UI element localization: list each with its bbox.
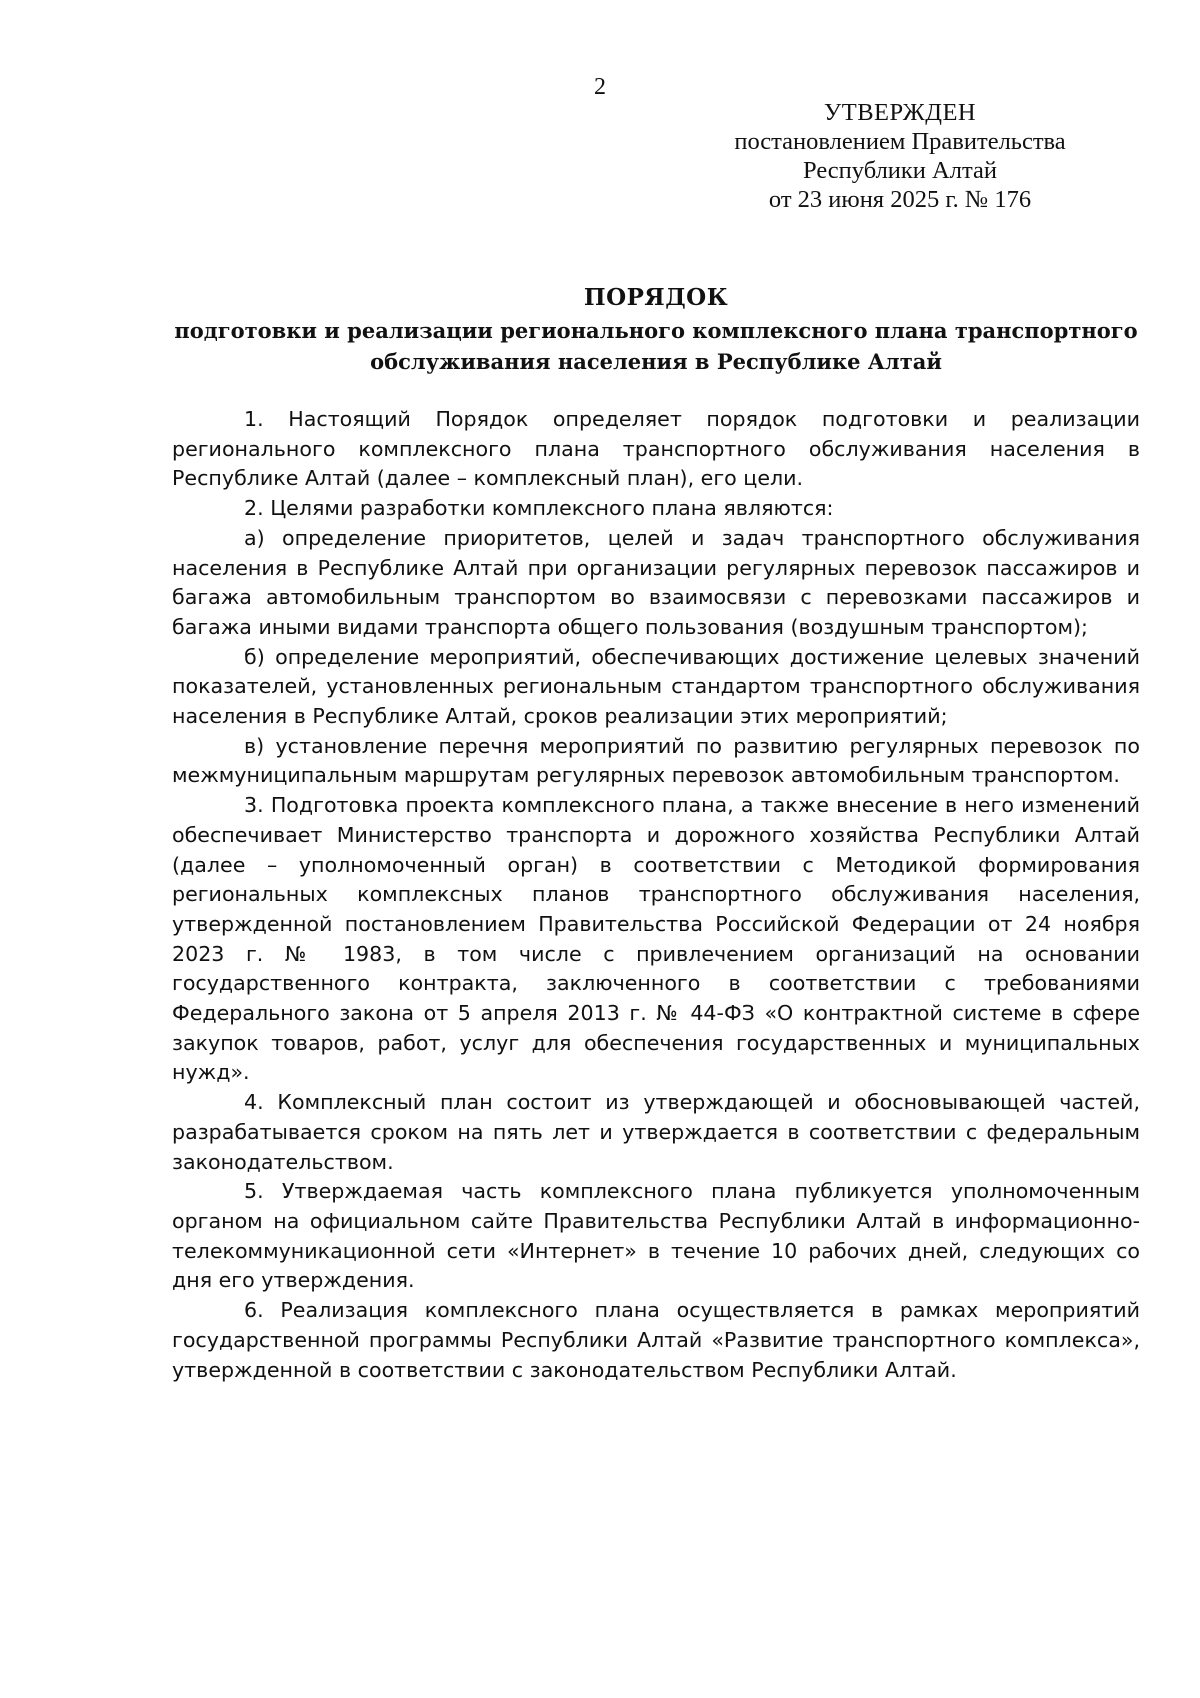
document-subtitle-line-1: подготовки и реализации регионального комплексного плана транспортного: [174, 318, 1138, 343]
paragraph-4: 4. Комплексный план состоит из утверждающей и обосновывающей частей, разрабатывается сроком на пять лет и утверждается в соответствии с федеральным законодательством.: [172, 1090, 1140, 1174]
paragraph-2b: б) определение мероприятий, обеспечивающих достижение целевых значений показателей, установленных региональным стандартом транспортного обслуживания населения в Республике Алтай, сроков реализации этих мероприятий;: [172, 644, 1140, 729]
paragraph-3: 3. Подготовка проекта комплексного плана, а также внесение в него изменений обеспечивает Министерство транспорта и дорожного хозяйства Республики Алтай (далее – уполномоченный орган) в соответствии с Методикой формирования региональных комплексных планов транспортного обслуживания населения, утвержденной постановлением Правительства Российской Федерации от 24 ноября 2023 г. № 1983, в том числе с привлечением организаций на основании государственного контракта, заключенного в соответствии с требованиями Федерального закона от 5 апреля 2013 г. № 44-ФЗ «О контрактной системе в сфере закупок товаров, работ, услуг для обеспечения государственных и муниципальных нужд».: [172, 793, 1140, 1085]
paragraph-5: 5. Утверждаемая часть комплексного плана публикуется уполномоченным органом на официальном сайте Правительства Республики Алтай в информационно-телекоммуникационной сети «Интернет» в течение 10 рабочих дней, следующих со дня его утверждения.: [172, 1179, 1140, 1293]
paragraph-1: 1. Настоящий Порядок определяет порядок подготовки и реализации регионального комплексного плана транспортного обслуживания населения в Республике Алтай (далее – комплексный план), его цели.: [172, 407, 1140, 491]
page-number: 2: [594, 74, 606, 100]
approval-heading: УТВЕРЖДЕН: [823, 99, 977, 126]
paragraph-2: 2. Целями разработки комплексного плана являются:: [244, 496, 834, 521]
paragraph-6: 6. Реализация комплексного плана осуществляется в рамках мероприятий государственной программы Республики Алтай «Развитие транспортного комплекса», утвержденной в соответствии с законодательством Республики Алтай.: [172, 1298, 1140, 1382]
approval-line-date: от 23 июня 2025 г. № 176: [768, 186, 1032, 213]
paragraph-2a: а) определение приоритетов, целей и задач транспортного обслуживания населения в Республике Алтай при организации регулярных перевозок пассажиров и багажа автомобильным транспортом во взаимосвязи с перевозками пассажиров и багажа иными видами транспорта общего пользования (воздушным транспортом);: [172, 525, 1140, 639]
approval-stamp: [700, 98, 1100, 214]
approval-line-decree: постановлением Правительства: [734, 128, 1066, 155]
document-subtitle-line-2: обслуживания населения в Республике Алтай: [370, 349, 942, 374]
approval-line-region: Республики Алтай: [803, 157, 997, 184]
paragraph-2c: в) установление перечня мероприятий по развитию регулярных перевозок по межмуниципальным маршрутам регулярных перевозок автомобильным транспортом.: [172, 733, 1140, 788]
document-body: [172, 405, 1140, 1385]
document-title: ПОРЯДОК: [583, 284, 729, 311]
document-title-block: [172, 282, 1140, 377]
